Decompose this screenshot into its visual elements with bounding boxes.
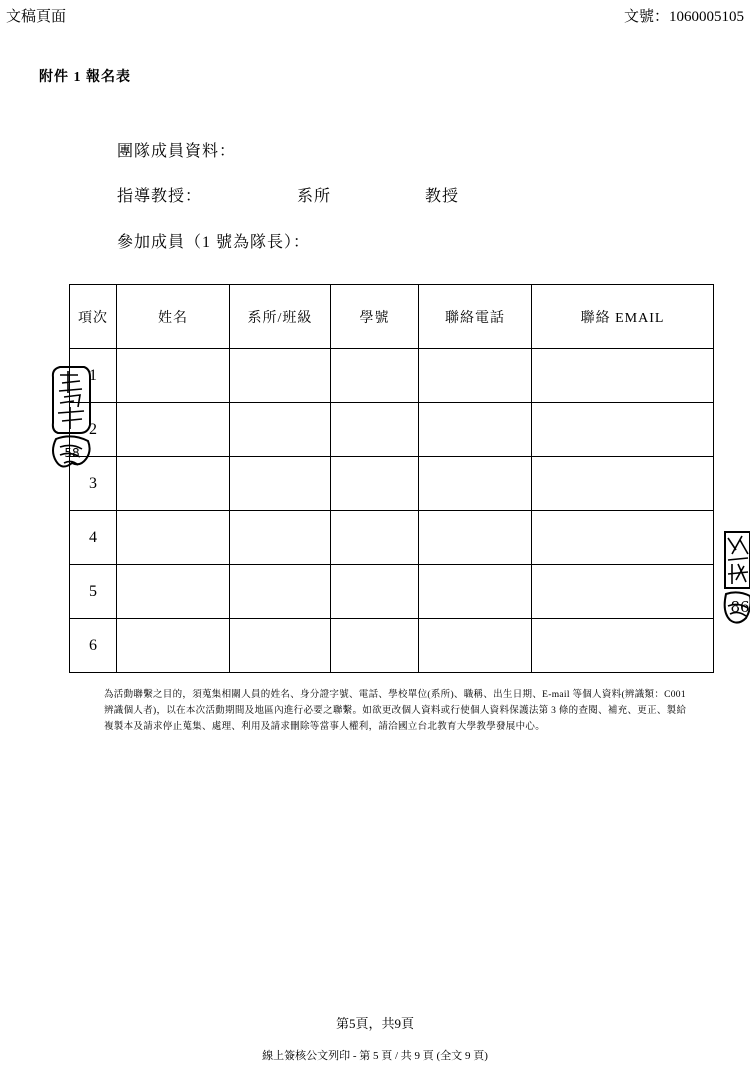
table-row <box>70 511 714 565</box>
header-phone: 聯絡電話 <box>419 285 532 349</box>
professor-label: 教授 <box>425 188 460 205</box>
row-number: 6 <box>70 619 117 673</box>
email-cell[interactable] <box>532 349 714 403</box>
phone-cell[interactable] <box>419 619 532 673</box>
attachment-title: 附件 1 報名表 <box>39 70 131 85</box>
header-index: 項次 <box>70 285 117 349</box>
name-cell[interactable] <box>117 349 230 403</box>
table-row <box>70 619 714 673</box>
phone-cell[interactable] <box>419 511 532 565</box>
phone-cell[interactable] <box>419 349 532 403</box>
print-footer: 線上簽核公文列印 - 第 5 頁 / 共 9 頁 (全文 9 頁) <box>262 1050 488 1062</box>
table-header-row <box>70 285 714 349</box>
department-class-cell[interactable] <box>230 403 331 457</box>
name-cell[interactable] <box>117 511 230 565</box>
student-id-cell[interactable] <box>331 403 419 457</box>
header-student-id: 學號 <box>331 285 419 349</box>
name-cell[interactable] <box>117 457 230 511</box>
department-class-cell[interactable] <box>230 457 331 511</box>
email-cell[interactable] <box>532 565 714 619</box>
advisor-label: 指導教授： <box>117 188 203 205</box>
phone-cell[interactable] <box>419 457 532 511</box>
header-email: 聯絡 EMAIL <box>532 285 714 349</box>
team-info-label: 團隊成員資料： <box>117 143 237 160</box>
row-number: 5 <box>70 565 117 619</box>
name-cell[interactable] <box>117 565 230 619</box>
table-row <box>70 565 714 619</box>
student-id-cell[interactable] <box>331 349 419 403</box>
privacy-notice: 為活動聯繫之目的，須蒐集相關人員的姓名、身分證字號、電話、學校單位(系所)、職稱、出生日期、E-mail 等個人資料(辨識類：C001 辨識個人者)，以在本次活動期間及地區內進行必要之聯繫。如欲更改個人資料或行使個人資料保護法第 3 條的查閱、補充、更正、製給複製本及請求停止蒐集、處理、利用及請求刪除等當事人權利，請洽國立台北教育大學教學發展中心。 <box>104 690 687 732</box>
department-class-cell[interactable] <box>230 511 331 565</box>
student-id-cell[interactable] <box>331 457 419 511</box>
members-label: 參加成員（1 號為隊長）： <box>117 234 311 251</box>
department-class-cell[interactable] <box>230 565 331 619</box>
row-number: 1 <box>70 349 117 403</box>
email-cell[interactable] <box>532 457 714 511</box>
row-number: 4 <box>70 511 117 565</box>
header-left-label: 文稿頁面 <box>6 9 67 25</box>
header-name: 姓名 <box>117 285 230 349</box>
email-cell[interactable] <box>532 403 714 457</box>
student-id-cell[interactable] <box>331 565 419 619</box>
department-class-cell[interactable] <box>230 349 331 403</box>
table-row <box>70 349 714 403</box>
svg-text:86: 86 <box>730 598 750 616</box>
document-number: 文號：1060005105 <box>623 9 744 25</box>
phone-cell[interactable] <box>419 565 532 619</box>
proofread-seal-stamp <box>50 363 92 481</box>
department-label: 系所 <box>297 188 332 205</box>
table-row <box>70 403 714 457</box>
name-cell[interactable] <box>117 403 230 457</box>
phone-cell[interactable] <box>419 403 532 457</box>
registration-table <box>69 284 714 673</box>
department-class-cell[interactable] <box>230 619 331 673</box>
row-number: 2 <box>70 403 117 457</box>
student-id-cell[interactable] <box>331 511 419 565</box>
header-department-class: 系所/班級 <box>230 285 331 349</box>
svg-text:58: 58 <box>64 446 80 460</box>
student-id-cell[interactable] <box>331 619 419 673</box>
email-cell[interactable] <box>532 511 714 565</box>
email-cell[interactable] <box>532 619 714 673</box>
official-seal-stamp <box>722 528 750 628</box>
name-cell[interactable] <box>117 619 230 673</box>
table-row <box>70 457 714 511</box>
row-number: 3 <box>70 457 117 511</box>
page-number: 第5頁，共9頁 <box>335 1016 414 1031</box>
